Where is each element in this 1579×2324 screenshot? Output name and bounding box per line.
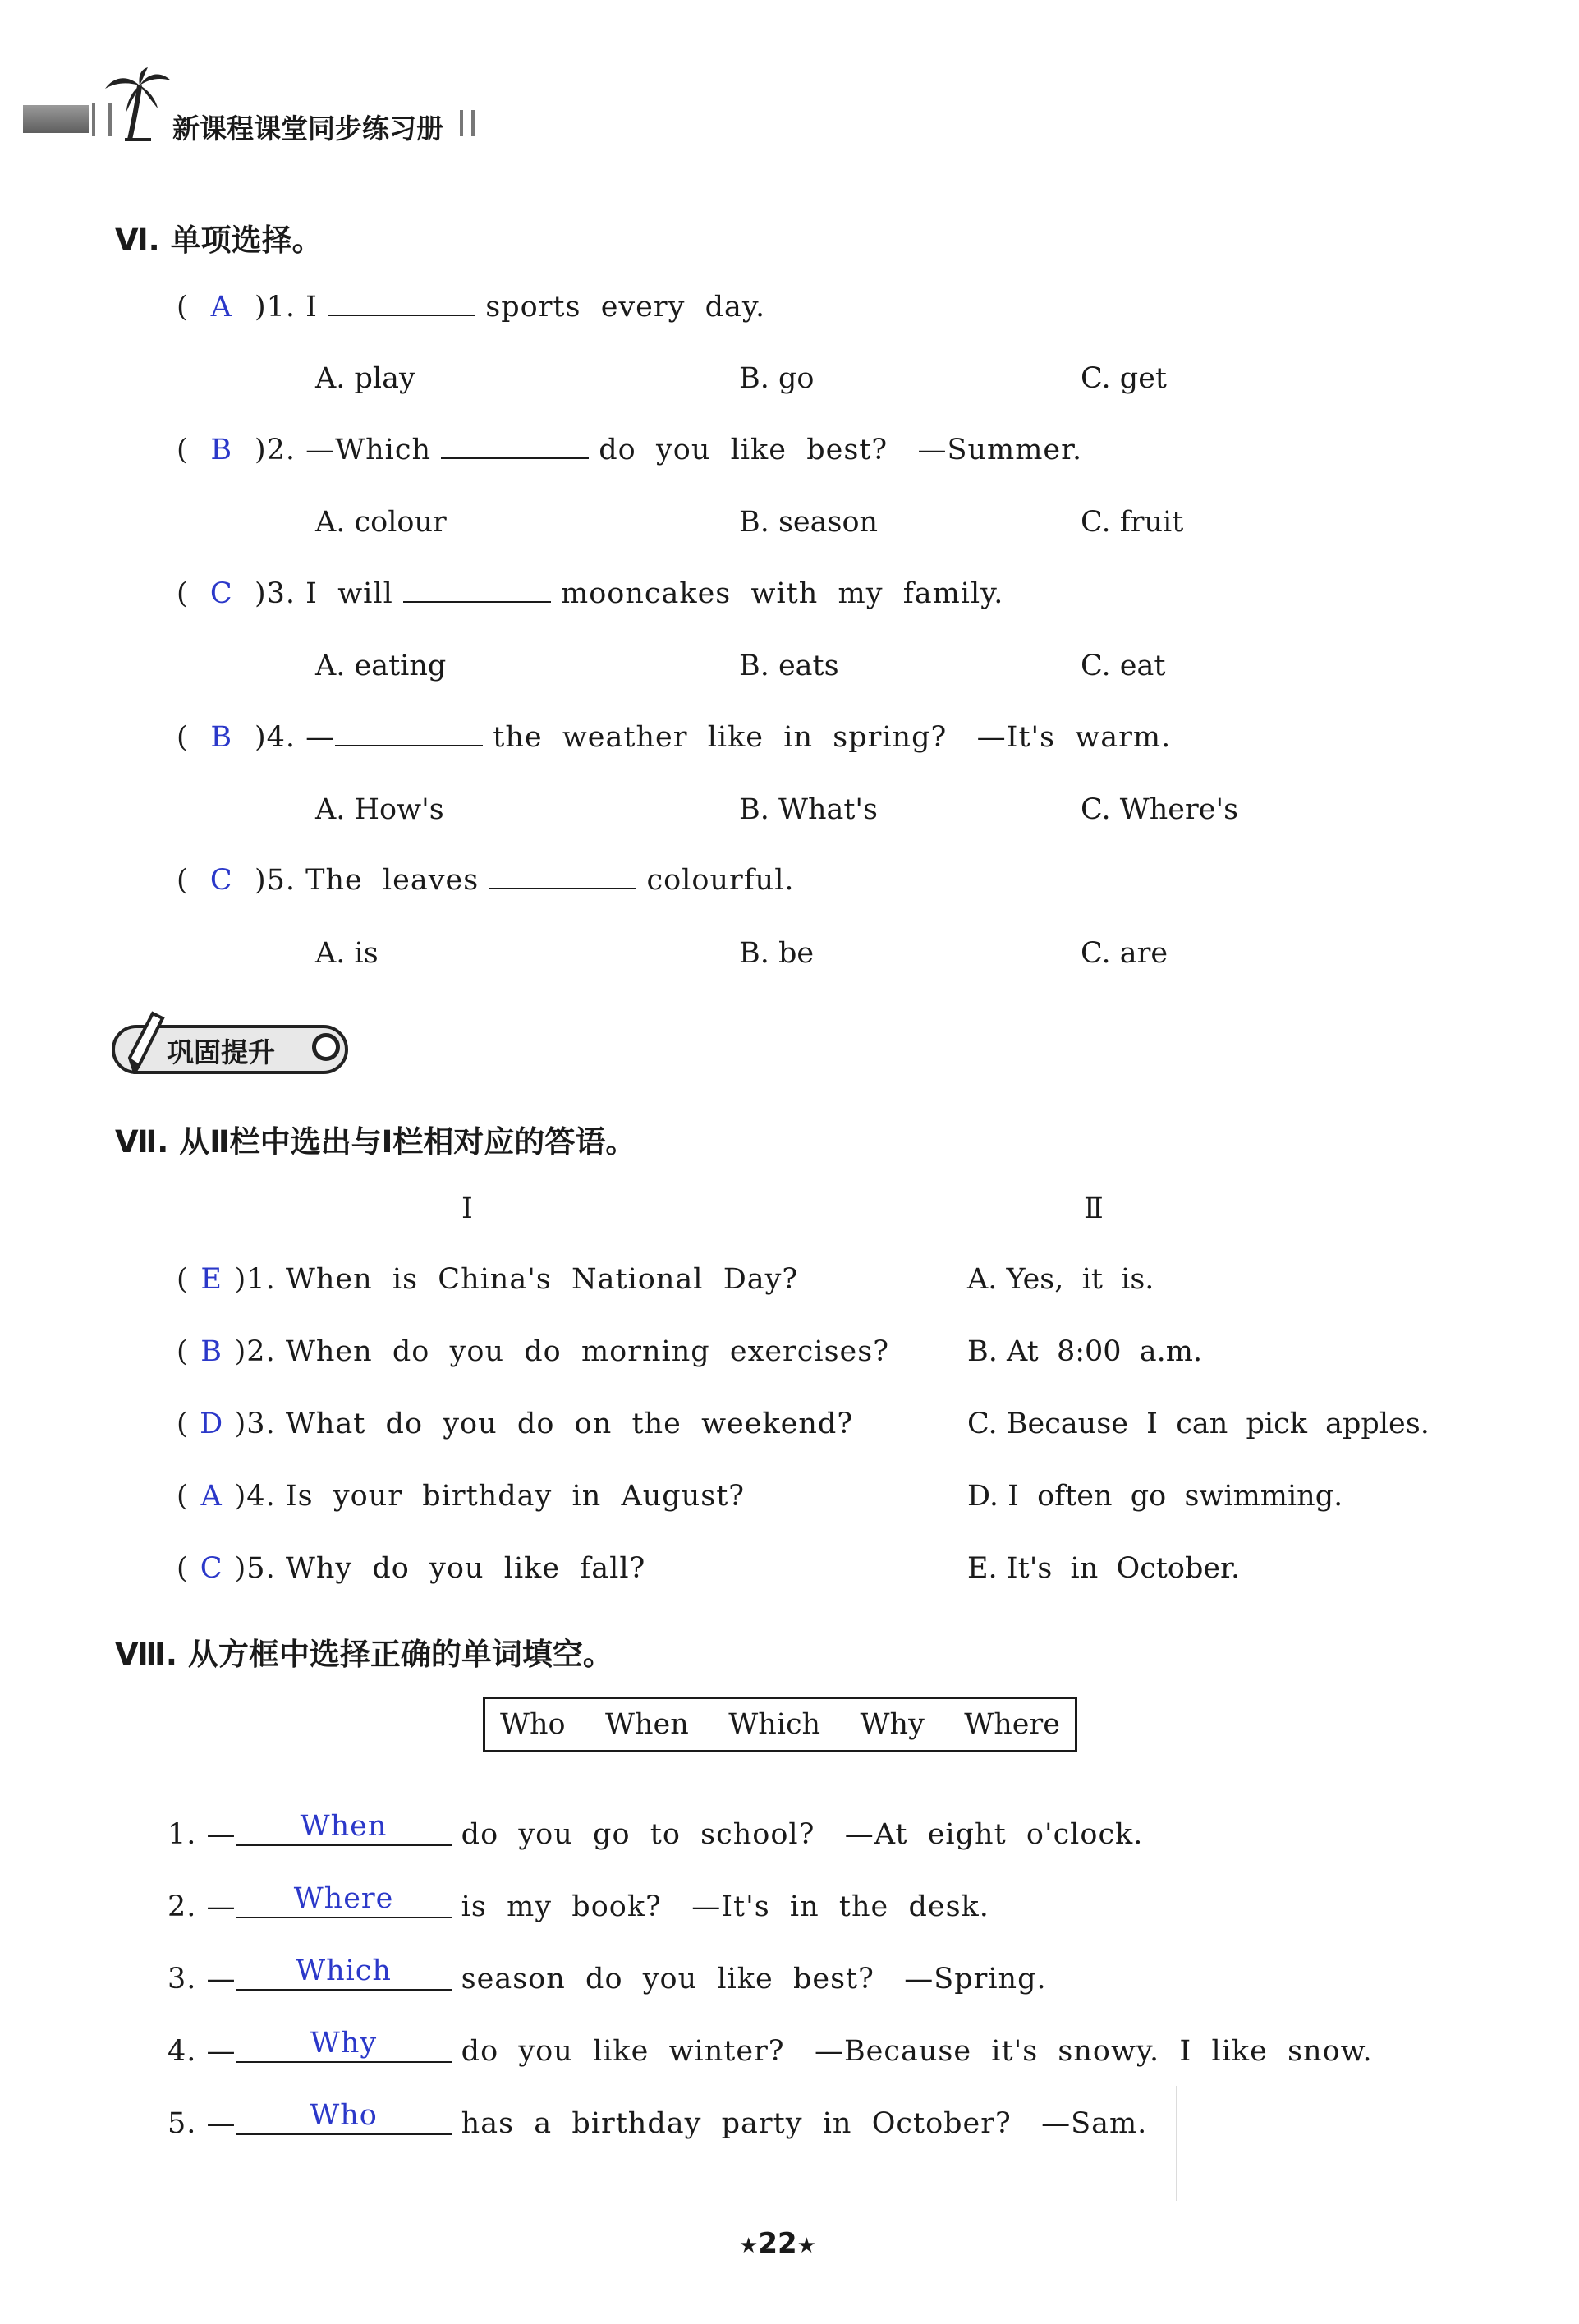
header-title: 新课程课堂同步练习册 bbox=[172, 113, 443, 145]
word-box-item: Why bbox=[860, 1708, 925, 1741]
answer-blank bbox=[403, 596, 551, 603]
fill-answer-1: When bbox=[236, 1810, 452, 1846]
paren-open: ( bbox=[177, 291, 189, 324]
answer-match-1: E bbox=[200, 1263, 223, 1296]
paren-open: ( bbox=[177, 1552, 189, 1585]
word-box-item: Which bbox=[728, 1708, 821, 1741]
item-text: season do you like best? —Spring. bbox=[461, 1963, 1047, 1996]
paren-open: ( bbox=[177, 434, 189, 466]
question-text-post: mooncakes with my family. bbox=[561, 577, 1004, 610]
option-c: C. Where's bbox=[1081, 793, 1239, 826]
paren-open: ( bbox=[177, 1263, 189, 1296]
banner-ring-icon bbox=[312, 1033, 340, 1061]
header-title-bars bbox=[460, 110, 475, 136]
page-number bbox=[739, 2227, 816, 2260]
question-text-post: do you like best? —Summer. bbox=[599, 434, 1083, 466]
fill-item-1 bbox=[168, 1810, 1144, 1854]
item-text: do you like winter? —Because it's snowy. I like snow. bbox=[461, 2035, 1373, 2068]
option-a: A. is bbox=[315, 937, 379, 970]
fill-answer-3: Which bbox=[236, 1954, 452, 1991]
paren-open: ( bbox=[177, 864, 189, 897]
question-text-pre: —Which bbox=[305, 434, 431, 466]
match-row-5 bbox=[177, 1552, 645, 1585]
question-4 bbox=[177, 721, 1171, 754]
margin-line bbox=[1176, 2086, 1177, 2201]
word-box bbox=[483, 1697, 1077, 1752]
answer-blank bbox=[441, 452, 589, 459]
section6-heading: Ⅵ. 单项选择。 bbox=[115, 223, 323, 258]
match-option-e: E. It's in October. bbox=[967, 1552, 1241, 1585]
match-row-2 bbox=[177, 1335, 889, 1368]
fill-item-2 bbox=[168, 1882, 989, 1927]
match-option-d: D. I often go swimming. bbox=[967, 1480, 1343, 1513]
section8-heading: Ⅷ. 从方框中选择正确的单词填空。 bbox=[115, 1637, 613, 1672]
page-number-value: 22 bbox=[758, 2227, 797, 2260]
option-a: A. play bbox=[315, 362, 415, 395]
header-bar bbox=[23, 105, 89, 133]
match-question: Is your birthday in August? bbox=[285, 1480, 746, 1513]
banner-label: 巩固提升 bbox=[167, 1036, 275, 1068]
question-number: )2. bbox=[234, 1335, 276, 1368]
fill-item-4 bbox=[168, 2027, 1373, 2071]
answer-q5: C bbox=[209, 864, 233, 897]
pencil-icon bbox=[123, 1008, 166, 1074]
fill-answer-4: Why bbox=[236, 2027, 452, 2063]
answer-q3: C bbox=[209, 577, 233, 610]
answer-q1: A bbox=[210, 291, 232, 324]
item-number: 2. — bbox=[168, 1890, 236, 1923]
fill-answer-5: Who bbox=[236, 2099, 452, 2135]
answer-q2: B bbox=[210, 434, 233, 466]
question-1 bbox=[177, 291, 765, 324]
question-text-post: the weather like in spring? —It's warm. bbox=[493, 721, 1172, 754]
question-text-post: colourful. bbox=[646, 864, 795, 897]
match-question: What do you do on the weekend? bbox=[285, 1408, 854, 1440]
answer-blank bbox=[489, 883, 636, 889]
answer-blank bbox=[335, 740, 483, 746]
item-number: 4. — bbox=[168, 2035, 236, 2068]
match-question: When do you do morning exercises? bbox=[285, 1335, 889, 1368]
option-b: B. go bbox=[739, 362, 815, 395]
option-b: B. eats bbox=[739, 650, 839, 682]
answer-blank bbox=[328, 310, 475, 316]
match-row-3 bbox=[177, 1408, 853, 1440]
fill-answer-2: Where bbox=[236, 1882, 452, 1918]
question-number: )4. bbox=[234, 1480, 276, 1513]
paren-open: ( bbox=[177, 721, 189, 754]
option-a: A. How's bbox=[315, 793, 444, 826]
paren-open: ( bbox=[177, 1335, 189, 1368]
match-option-a: A. Yes, it is. bbox=[967, 1263, 1154, 1296]
question-text-pre: I will bbox=[305, 577, 393, 610]
paren-open: ( bbox=[177, 1408, 189, 1440]
question-number: )5. bbox=[234, 1552, 276, 1585]
question-number: )3. bbox=[254, 577, 296, 610]
word-box-item: Who bbox=[500, 1708, 566, 1741]
star-icon: ★ bbox=[739, 2234, 759, 2258]
question-text-post: sports every day. bbox=[485, 291, 766, 324]
column-1-header: Ⅰ bbox=[461, 1192, 473, 1225]
question-text-pre: I bbox=[305, 291, 318, 324]
option-a: A. colour bbox=[315, 506, 447, 539]
word-box-item: Where bbox=[964, 1708, 1060, 1741]
question-number: )3. bbox=[234, 1408, 276, 1440]
question-2 bbox=[177, 434, 1082, 466]
option-c: C. are bbox=[1081, 937, 1168, 970]
answer-q4: B bbox=[210, 721, 233, 754]
match-option-c: C. Because I can pick apples. bbox=[967, 1408, 1430, 1440]
match-question: When is China's National Day? bbox=[285, 1263, 799, 1296]
match-question: Why do you like fall? bbox=[285, 1552, 646, 1585]
question-number: )4. bbox=[254, 721, 296, 754]
option-b: B. be bbox=[739, 937, 815, 970]
match-row-1 bbox=[177, 1263, 798, 1296]
option-c: C. fruit bbox=[1081, 506, 1184, 539]
question-number: )1. bbox=[234, 1263, 276, 1296]
question-3 bbox=[177, 577, 1003, 610]
column-2-header: Ⅱ bbox=[1084, 1192, 1104, 1225]
item-text: has a birthday party in October? —Sam. bbox=[461, 2107, 1148, 2140]
question-number: )5. bbox=[254, 864, 296, 897]
paren-open: ( bbox=[177, 1480, 189, 1513]
star-icon: ★ bbox=[796, 2234, 816, 2258]
option-c: C. eat bbox=[1081, 650, 1166, 682]
fill-item-5 bbox=[168, 2099, 1148, 2143]
answer-match-4: A bbox=[200, 1480, 223, 1513]
option-c: C. get bbox=[1081, 362, 1167, 395]
question-number: )1. bbox=[254, 291, 296, 324]
match-option-b: B. At 8:00 a.m. bbox=[967, 1335, 1203, 1368]
answer-match-5: C bbox=[200, 1552, 223, 1585]
question-5 bbox=[177, 864, 795, 897]
item-text: do you go to school? —At eight o'clock. bbox=[461, 1818, 1144, 1851]
question-text-pre: The leaves bbox=[305, 864, 480, 897]
item-text: is my book? —It's in the desk. bbox=[461, 1890, 989, 1923]
option-b: B. What's bbox=[739, 793, 879, 826]
answer-match-3: D bbox=[200, 1408, 224, 1440]
question-number: )2. bbox=[254, 434, 296, 466]
item-number: 1. — bbox=[168, 1818, 236, 1851]
option-b: B. season bbox=[739, 506, 879, 539]
question-text-pre: — bbox=[305, 721, 336, 754]
answer-match-2: B bbox=[200, 1335, 223, 1368]
section7-heading: Ⅶ. 从Ⅱ栏中选出与Ⅰ栏相对应的答语。 bbox=[115, 1124, 636, 1160]
paren-open: ( bbox=[177, 577, 189, 610]
palm-tree-icon bbox=[102, 67, 172, 141]
item-number: 3. — bbox=[168, 1963, 236, 1996]
option-a: A. eating bbox=[315, 650, 447, 682]
item-number: 5. — bbox=[168, 2107, 236, 2140]
fill-item-3 bbox=[168, 1954, 1047, 1999]
match-row-4 bbox=[177, 1480, 745, 1513]
word-box-item: When bbox=[605, 1708, 689, 1741]
